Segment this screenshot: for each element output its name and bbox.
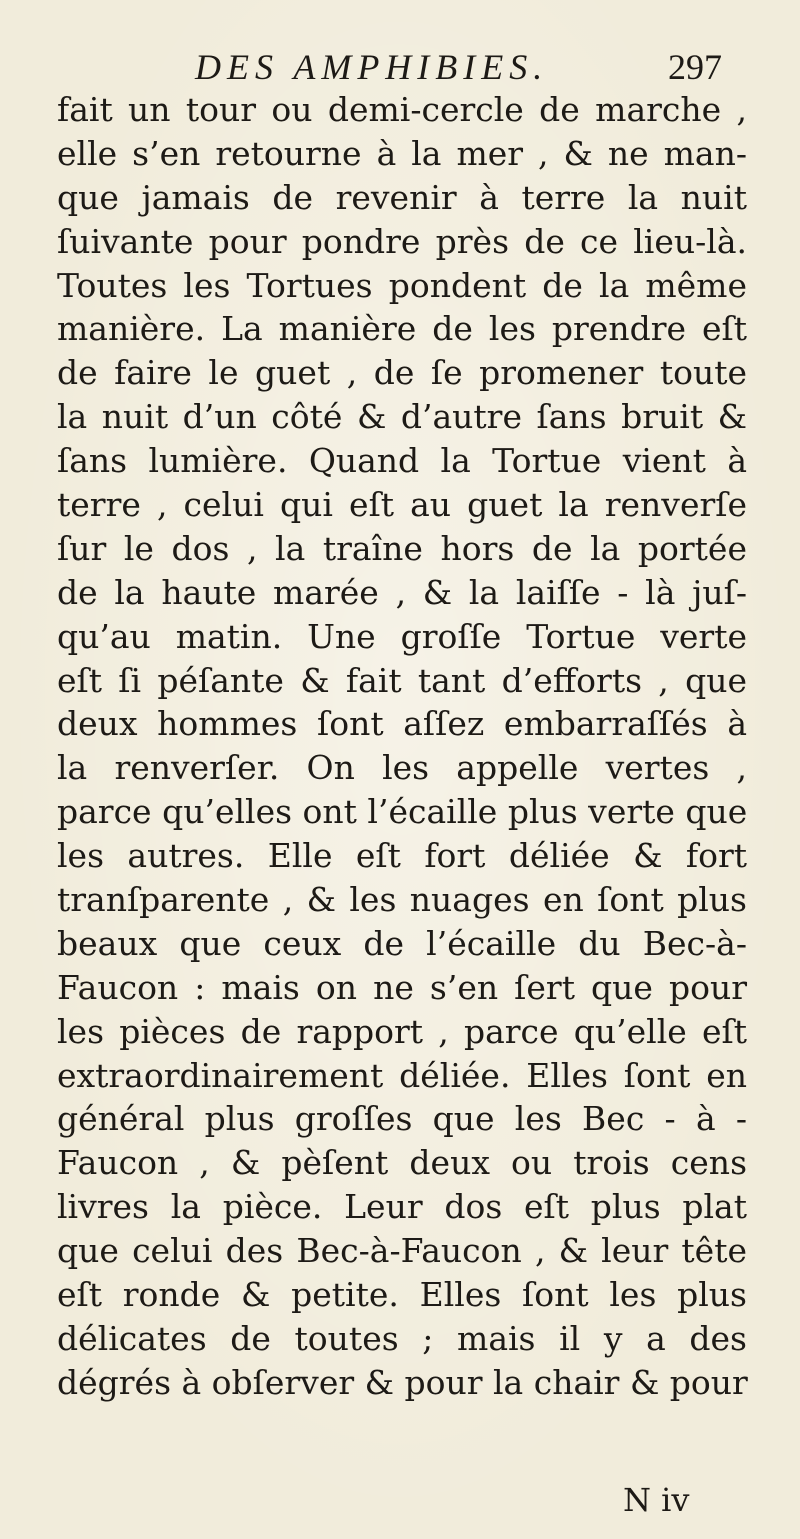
text-line: général plus groſſes que les Bec - à - [57, 1099, 747, 1139]
text-line: la nuit d’un côté & d’autre ſans bruit & [57, 397, 747, 437]
text-line: que jamais de revenir à terre la nuit [57, 177, 747, 217]
text-line: Toutes les Tortues pondent de la même [57, 265, 747, 305]
catchword-signature: N iv [623, 1481, 690, 1519]
text-line: ſur le dos , la traîne hors de la portée [57, 528, 747, 568]
text-line: beaux que ceux de l’écaille du Bec-à- [57, 923, 747, 963]
text-line: ſans lumière. Quand la Tortue vient à [57, 441, 747, 481]
text-line: les autres. Elle eſt fort déliée & fort [57, 836, 747, 876]
text-line: eſt ronde & petite. Elles ſont les plus [57, 1275, 747, 1315]
text-line: fait un tour ou demi-cercle de marche , [57, 90, 747, 129]
text-line: terre , celui qui eſt au guet la renverſe [57, 485, 747, 525]
page-number: 297 [668, 47, 722, 87]
text-line: de faire le guet , de ſe promener toute [57, 353, 747, 393]
text-line: que celui des Bec-à-Faucon , & leur tête [57, 1231, 747, 1271]
text-line: Faucon : mais on ne s’en ſert que pour [57, 967, 747, 1007]
text-line: ſuivante pour pondre près de ce lieu-là. [57, 221, 747, 261]
text-line: qu’au matin. Une groſſe Tortue verte [57, 616, 747, 656]
running-head [0, 42, 800, 92]
text-line: parce qu’elles ont l’écaille plus verte que [57, 792, 748, 832]
text-line: dégrés à obſerver & pour la chair & pour [57, 1362, 748, 1402]
text-line: délicates de toutes ; mais il y a des [57, 1318, 747, 1358]
text-line: les pièces de rapport , parce qu’elle eſt [57, 1011, 747, 1051]
text-line: manière. La manière de les prendre eſt [57, 309, 747, 349]
text-line: Faucon , & pèſent deux ou trois cens [57, 1143, 747, 1183]
body-text [57, 88, 747, 1405]
running-head-title: DES AMPHIBIES. [195, 47, 549, 87]
text-line: livres la pièce. Leur dos eſt plus plat [57, 1187, 747, 1227]
text-line: extraordinairement déliée. Elles ſont en [57, 1055, 747, 1095]
text-line: la renverſer. On les appelle vertes , [57, 748, 747, 788]
text-line: eſt ſi péſante & fait tant d’efforts , que [57, 660, 747, 700]
text-line: elle s’en retourne à la mer , & ne man- [57, 133, 747, 173]
text-line: de la haute marée , & la laiſſe - là juſ- [57, 572, 747, 612]
text-line: deux hommes ſont aſſez embarraſſés à [57, 704, 747, 744]
text-line: tranſparente , & les nuages en ſont plus [57, 880, 747, 920]
